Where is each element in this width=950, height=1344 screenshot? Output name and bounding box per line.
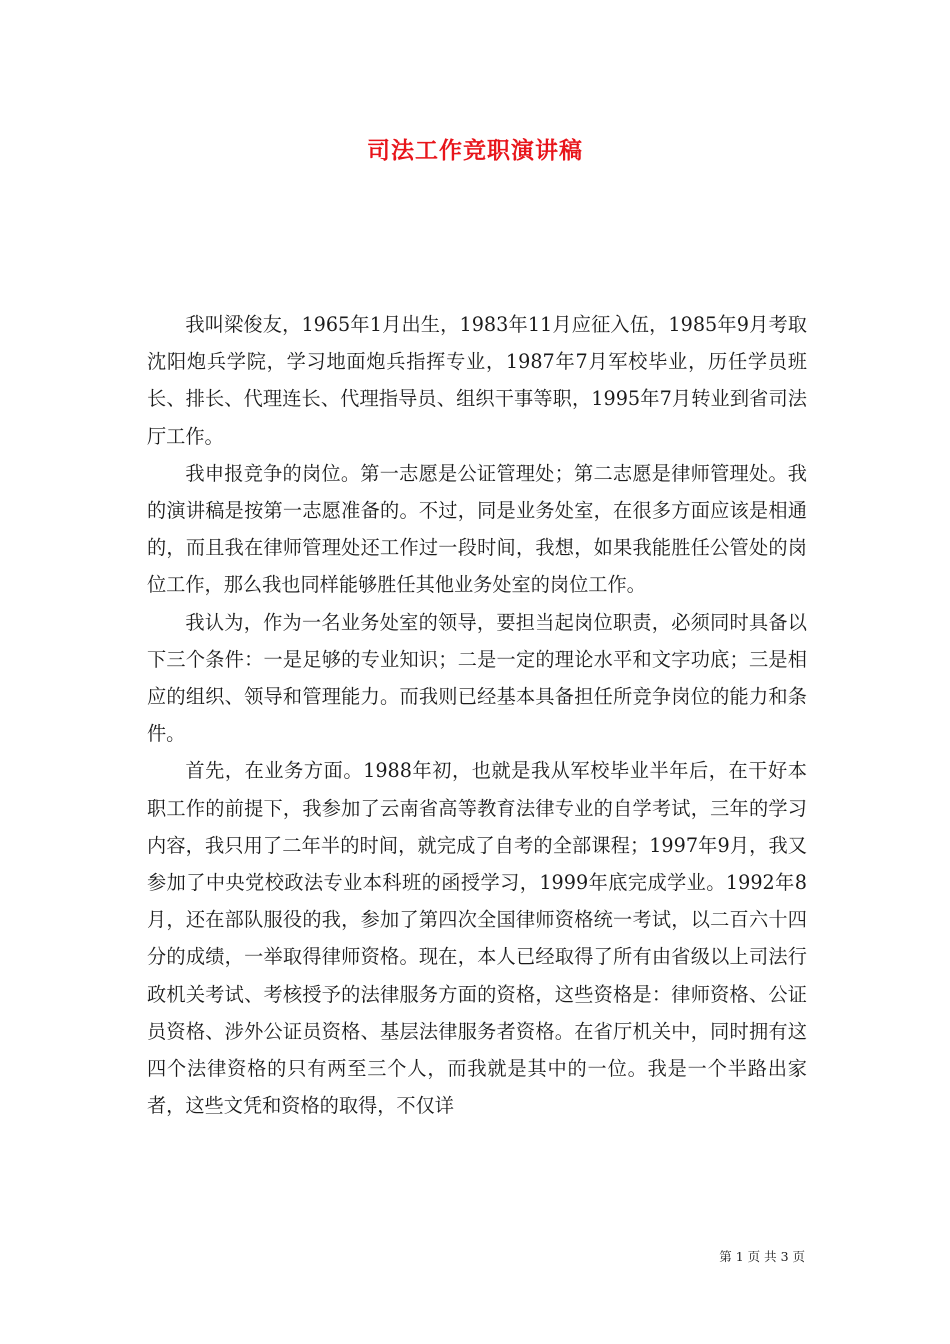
page-number: 第 1 页 共 3 页	[719, 1249, 805, 1264]
paragraph-conditions: 我认为，作为一名业务处室的领导，要担当起岗位职责，必须同时具备以下三个条件：一是足够的专业知识；二是一定的理论水平和文字功底；三是相应的组织、领导和管理能力。而我则已经基本具备担任所竞争岗位的能力和条件。	[147, 610, 807, 746]
paragraph-intro: 我叫梁俊友，1965年1月出生，1983年11月应征入伍，1985年9月考取沈阳炮兵学院，学习地面炮兵指挥专业，1987年7月军校毕业，历任学员班长、排长、代理连长、代理指导员、组织干事等职，1995年7月转业到省司法厅工作。	[147, 313, 807, 448]
document-body	[147, 306, 807, 1124]
paragraph-business: 首先，在业务方面。1988年初，也就是我从军校毕业半年后，在干好本职工作的前提下，我参加了云南省高等教育法律专业的自学考试，三年的学习内容，我只用了二年半的时间，就完成了自考的全部课程；1997年9月，我又参加了中央党校政法专业本科班的函授学习，1999年底完成学业。1992年8月，还在部队服役的我，参加了第四次全国律师资格统一考试，以二百六十四分的成绩，一举取得律师资格。现在，本人已经取得了所有由省级以上司法行政机关考试、考核授予的法律服务方面的资格，这些资格是：律师资格、公证员资格、涉外公证员资格、基层法律服务者资格。在省厅机关中，同时拥有这四个法律资格的只有两至三个人，而我就是其中的一位。我是一个半路出家者，这些文凭和资格的取得，不仅详	[147, 759, 807, 1118]
document-title: 司法工作竞职演讲稿	[367, 137, 583, 164]
paragraph-position: 我申报竞争的岗位。第一志愿是公证管理处；第二志愿是律师管理处。我的演讲稿是按第一志愿准备的。不过，同是业务处室，在很多方面应该是相通的，而且我在律师管理处还工作过一段时间，我想，如果我能胜任公管处的岗位工作，那么我也同样能够胜任其他业务处室的岗位工作。	[147, 461, 807, 597]
